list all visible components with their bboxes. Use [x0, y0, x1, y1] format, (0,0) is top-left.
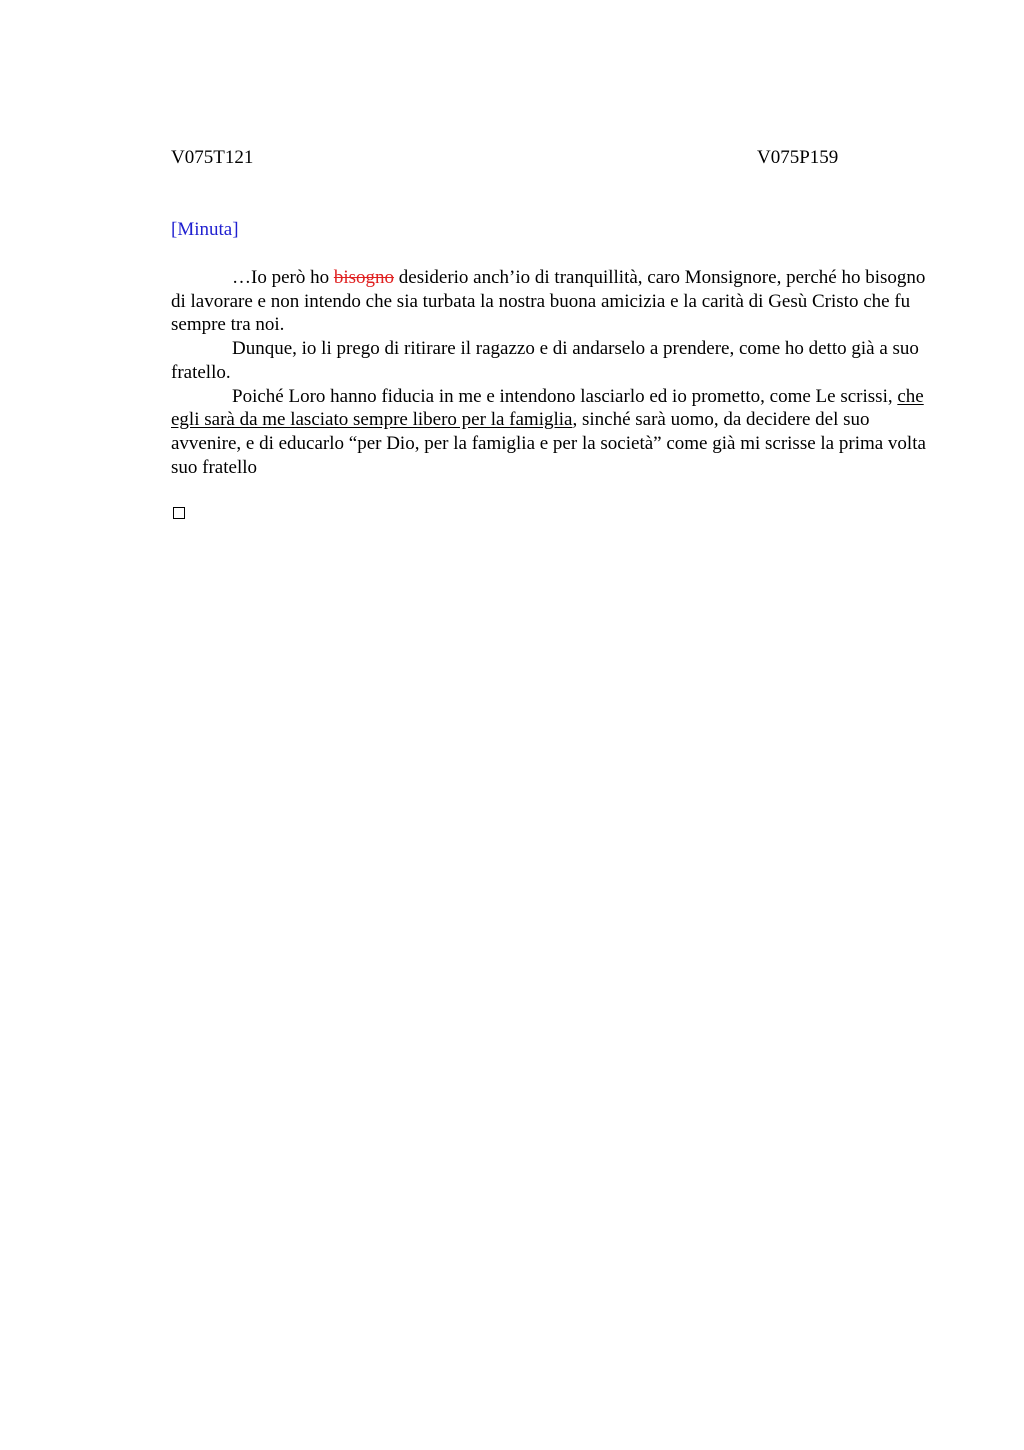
- checkbox-square-icon: [173, 507, 185, 519]
- minuta-label: [Minuta]: [171, 219, 239, 240]
- paragraph-1-end: desiderio anch’io di tranquillità, caro Monsignore, perché ho bisogno di lavorare e non intendo che sia turbata la nostra buona amicizia e la carità di Gesù Cristo che fu sempre tra noi.: [171, 267, 926, 336]
- paragraph-1-start: …Io però ho: [232, 267, 334, 288]
- document-code-right: V075P159: [757, 147, 839, 168]
- paragraph-3-end: , sinché sarà uomo, da decidere del suo avvenire, e di educarlo “per Dio, per la famiglia e per la società” come già mi scrisse la prima volta suo fratello: [171, 409, 926, 478]
- paragraph-3: [171, 385, 931, 480]
- paragraph-1: [171, 266, 931, 337]
- letter-body: [171, 266, 931, 479]
- document-code-left: V075T121: [171, 147, 254, 168]
- paragraph-2: Dunque, io li prego di ritirare il ragazzo e di andarselo a prendere, come ho detto già a suo fratello.: [171, 338, 919, 383]
- paragraph-3-start: Poiché Loro hanno fiducia in me e intendono lasciarlo ed io prometto, come Le scrissi,: [232, 385, 898, 407]
- underlined-phrase: che egli sarà da me lasciato sempre libero per la famiglia: [171, 385, 924, 431]
- struck-word: bisogno: [333, 267, 395, 288]
